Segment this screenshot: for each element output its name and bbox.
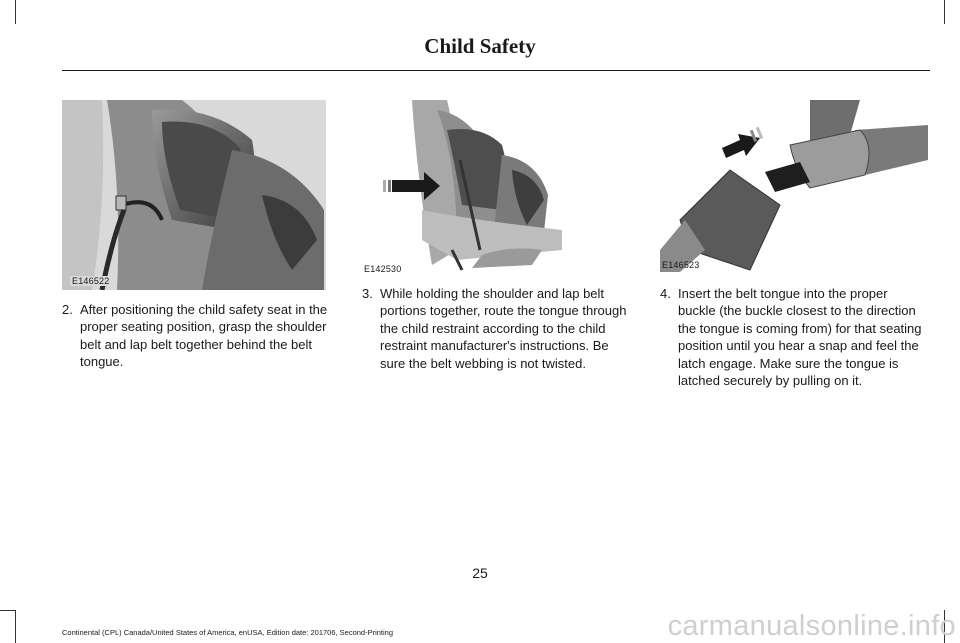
step-4 — [660, 285, 928, 389]
figure-child-seat-belt-routing — [362, 100, 628, 276]
crop-mark — [15, 610, 16, 643]
page-number: 25 — [472, 565, 488, 581]
figure-child-seat-closeup — [62, 100, 326, 290]
header-rule — [62, 70, 930, 71]
step-number: 2. — [62, 302, 73, 317]
page-title: Child Safety — [424, 34, 536, 58]
step-2 — [62, 301, 334, 371]
figure-id: E146523 — [662, 260, 700, 270]
step-number: 4. — [660, 286, 671, 301]
figure-id: E142530 — [364, 264, 402, 274]
crop-mark — [15, 0, 16, 24]
step-text: Insert the belt tongue into the proper buckle (the buckle closest to the direction the tongue is coming from) for that seating position until you hear a snap and feel the latch engage. Make sure the tongue is latched securely by pulling on it. — [678, 286, 922, 389]
step-text: While holding the shoulder and lap belt portions together, route the tongue through the child restraint according to the child restraint manufacturer's instructions. Be sure the belt webbing is not twisted. — [380, 286, 627, 371]
figure-id: E146522 — [72, 276, 110, 286]
step-text: After positioning the child safety seat in the proper seating position, grasp the shoulder belt and lap belt together behind the belt tongue. — [80, 302, 328, 370]
figure-tongue-into-buckle — [660, 100, 928, 272]
step-3 — [362, 285, 632, 372]
crop-mark — [944, 0, 945, 24]
watermark: carmanualsonline.info — [667, 610, 956, 642]
crop-mark — [0, 610, 16, 611]
edition-text: Continental (CPL) Canada/United States of America, enUSA, Edition date: 201706, Second-Printing — [62, 628, 394, 637]
step-number: 3. — [362, 286, 373, 301]
